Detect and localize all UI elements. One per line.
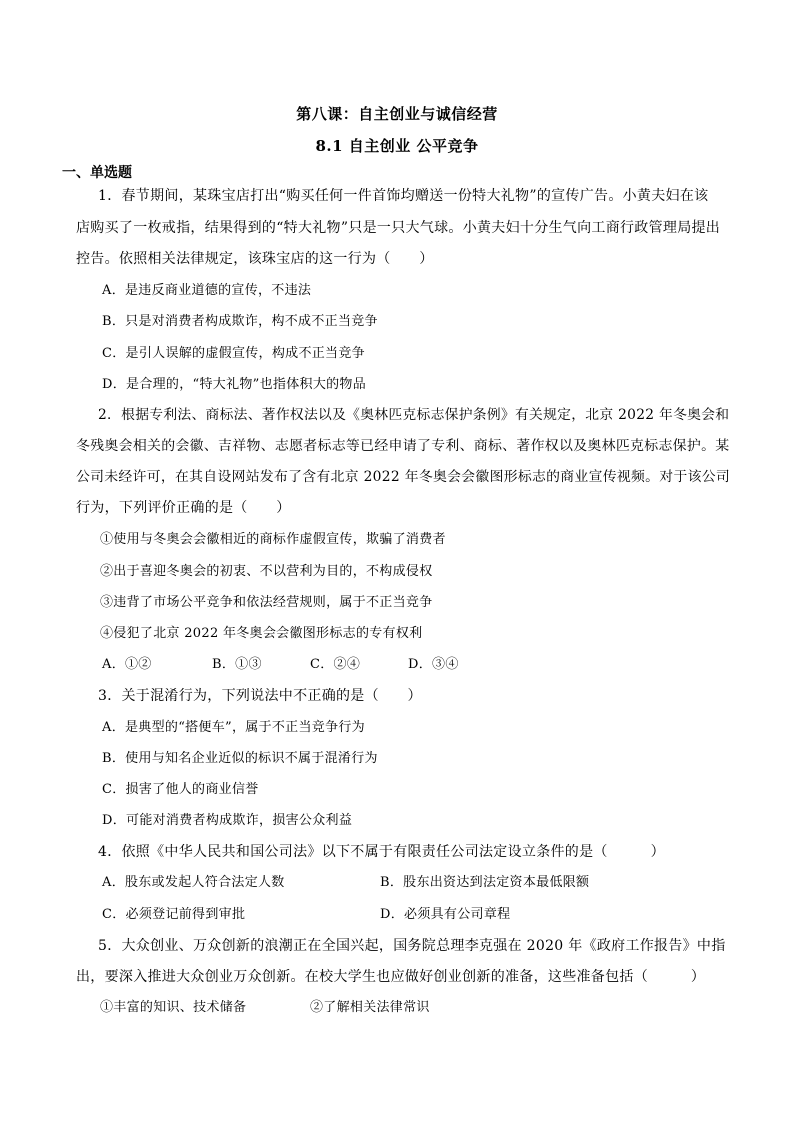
q3-option-c: C．损害了他人的商业信誉 [102, 782, 259, 797]
q1-stem-line-1: 1．春节期间，某珠宝店打出“购买任何一件首饰均赠送一份特大礼物”的宣传广告。小黄夫妇在该 [98, 188, 709, 204]
q2-option-b: B．①③ [212, 657, 262, 672]
q2-stem-line-4: 行为，下列评价正确的是（ ） [76, 500, 291, 516]
q4-option-a: A．股东或发起人符合法定人数 [102, 875, 285, 890]
q1-option-d: D．是合理的，“特大礼物”也指体积大的物品 [102, 377, 367, 392]
q1-option-c: C．是引人误解的虚假宣传，构成不正当竞争 [102, 346, 365, 361]
q5-stem-line-1: 5．大众创业、万众创新的浪潮正在全国兴起，国务院总理李克强在 2020 年《政府工作报告》中指 [98, 938, 726, 954]
q1-stem-line-3: 控告。依照相关法律规定，该珠宝店的这一行为（ ） [76, 251, 434, 267]
q1-option-a: A．是违反商业道德的宣传，不违法 [102, 283, 312, 298]
q5-statement-1: ①丰富的知识、技术储备 [100, 1000, 247, 1015]
q4-stem-line-1: 4．依照《中华人民共和国公司法》以下不属于有限责任公司法定设立条件的是（ ） [98, 844, 665, 860]
q2-stem-line-1: 2．根据专利法、商标法、著作权法以及《奥林匹克标志保护条例》有关规定，北京 2022 年冬奥会和 [98, 407, 730, 423]
q2-option-d: D．③④ [408, 657, 459, 672]
q2-statement-4: ④侵犯了北京 2022 年冬奥会会徽图形标志的专有权利 [100, 626, 423, 641]
q1-option-b: B．只是对消费者构成欺诈，构不成不正当竞争 [102, 314, 378, 329]
lesson-subtitle: 8.1 自主创业 公平竞争 [315, 137, 479, 155]
q3-stem-line-1: 3．关于混淆行为，下列说法中不正确的是（ ） [98, 688, 422, 704]
q2-statement-1: ①使用与冬奥会会徽相近的商标作虚假宣传，欺骗了消费者 [100, 532, 446, 547]
q5-statement-2: ②了解相关法律常识 [310, 1000, 430, 1015]
q2-stem-line-2: 冬残奥会相关的会徽、吉祥物、志愿者标志等已经申请了专利、商标、著作权以及奥林匹克标志保护。某 [76, 438, 730, 454]
q2-statement-2: ②出于喜迎冬奥会的初衷、不以营利为目的，不构成侵权 [100, 564, 433, 579]
q4-option-c: C．必须登记前得到审批 [102, 907, 246, 922]
q3-option-d: D．可能对消费者构成欺诈，损害公众利益 [102, 813, 353, 828]
q3-option-b: B．使用与知名企业近似的标识不属于混淆行为 [102, 751, 378, 766]
q4-option-d: D．必须具有公司章程 [380, 907, 511, 922]
q4-option-b: B．股东出资达到法定资本最低限额 [380, 875, 590, 890]
q5-stem-line-2: 出，要深入推进大众创业万众创新。在校大学生也应做好创业创新的准备，这些准备包括（ ） [76, 969, 706, 985]
q2-statement-3: ③违背了市场公平竞争和依法经营规则，属于不正当竞争 [100, 595, 433, 610]
q2-option-c: C．②④ [310, 657, 361, 672]
q1-stem-line-2: 店购买了一枚戒指，结果得到的“特大礼物”只是一只大气球。小黄夫妇十分生气向工商行政管理局提出 [76, 220, 721, 236]
q2-option-a: A．①② [102, 657, 152, 672]
q3-option-a: A．是典型的“搭便车”，属于不正当竞争行为 [102, 720, 365, 735]
section-heading: 一、单选题 [62, 165, 132, 181]
lesson-title: 第八课：自主创业与诚信经营 [296, 105, 498, 123]
q2-stem-line-3: 公司未经许可，在其自设网站发布了含有北京 2022 年冬奥会会徽图形标志的商业宣传视频。对于该公司 [76, 469, 731, 485]
